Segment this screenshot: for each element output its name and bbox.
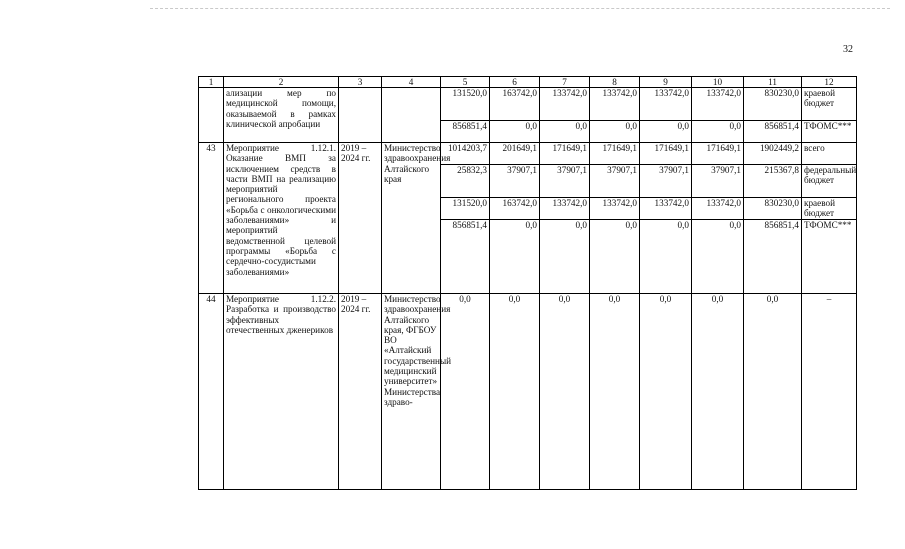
item-executor: Министерство здравоохранения Алтайского края <box>382 143 441 294</box>
value-cell: 856851,4 <box>744 220 802 294</box>
program-table <box>198 76 857 490</box>
header-cell: 2 <box>224 77 339 88</box>
value-cell: 133742,0 <box>590 88 640 121</box>
value-cell: 0,0 <box>590 220 640 294</box>
value-cell: 856851,4 <box>441 121 490 143</box>
header-cell: 6 <box>490 77 540 88</box>
value-cell: 133742,0 <box>540 198 590 220</box>
value-cell: 37907,1 <box>590 165 640 198</box>
item-executor: Министерство здравоохранения Алтайского края, ФГБОУ ВО «Алтайский государственный медицинский университет» Министерства здраво- <box>382 294 441 490</box>
header-cell: 1 <box>199 77 224 88</box>
value-cell: 133742,0 <box>640 198 692 220</box>
value-cell: 133742,0 <box>640 88 692 121</box>
funding-source: федеральный бюджет <box>802 165 857 198</box>
header-cell: 5 <box>441 77 490 88</box>
page-number: 32 <box>843 44 853 55</box>
header-cell: 8 <box>590 77 640 88</box>
funding-source: всего <box>802 143 857 165</box>
value-cell: 0,0 <box>692 294 744 490</box>
value-cell: 37907,1 <box>640 165 692 198</box>
item-period: 2019 – 2024 гг. <box>339 143 382 294</box>
funding-source: ТФОМС*** <box>802 121 857 143</box>
value-cell: 133742,0 <box>692 198 744 220</box>
value-cell: 171649,1 <box>692 143 744 165</box>
executor-cell <box>382 88 441 143</box>
value-cell: 163742,0 <box>490 88 540 121</box>
header-cell: 9 <box>640 77 692 88</box>
funding-source: краевой бюджет <box>802 88 857 121</box>
funding-source: – <box>802 294 857 490</box>
value-cell: 37907,1 <box>490 165 540 198</box>
value-cell: 0,0 <box>640 220 692 294</box>
value-cell: 131520,0 <box>441 198 490 220</box>
value-cell: 131520,0 <box>441 88 490 121</box>
value-cell: 0,0 <box>490 121 540 143</box>
continuation-text: ализации мер по медицинской помощи, оказываемой в рамках клинической апробации <box>224 88 339 143</box>
table-row <box>199 143 857 165</box>
value-cell: 0,0 <box>540 220 590 294</box>
header-cell: 12 <box>802 77 857 88</box>
value-cell: 201649,1 <box>490 143 540 165</box>
value-cell: 25832,3 <box>441 165 490 198</box>
value-cell: 133742,0 <box>692 88 744 121</box>
value-cell: 0,0 <box>441 294 490 490</box>
value-cell: 0,0 <box>640 121 692 143</box>
item-name: Мероприятие 1.12.1. Оказание ВМП за исключением средств в части ВМП на реализацию мероприятий регионального проекта «Борьба с онкологическими заболеваниями» и мероприятий ведомственной целевой программы «Борьба с сердечно-сосудистыми заболеваниями» <box>224 143 339 294</box>
value-cell: 0,0 <box>590 294 640 490</box>
header-cell: 4 <box>382 77 441 88</box>
value-cell: 0,0 <box>640 294 692 490</box>
header-cell: 3 <box>339 77 382 88</box>
value-cell: 856851,4 <box>441 220 490 294</box>
value-cell: 163742,0 <box>490 198 540 220</box>
item-name: Мероприятие 1.12.2. Разработка и производство эффективных отечественных дженериков <box>224 294 339 490</box>
value-cell: 37907,1 <box>540 165 590 198</box>
header-cell: 11 <box>744 77 802 88</box>
item-number-cell <box>199 88 224 143</box>
value-cell: 0,0 <box>692 220 744 294</box>
table-row <box>199 294 857 490</box>
funding-source: краевой бюджет <box>802 198 857 220</box>
value-cell: 1014203,7 <box>441 143 490 165</box>
value-cell: 830230,0 <box>744 88 802 121</box>
header-cell: 10 <box>692 77 744 88</box>
value-cell: 0,0 <box>540 294 590 490</box>
funding-source: ТФОМС*** <box>802 220 857 294</box>
value-cell: 0,0 <box>744 294 802 490</box>
value-cell: 133742,0 <box>590 198 640 220</box>
item-number: 43 <box>199 143 224 294</box>
header-cell: 7 <box>540 77 590 88</box>
header-row <box>199 77 857 88</box>
value-cell: 171649,1 <box>540 143 590 165</box>
value-cell: 856851,4 <box>744 121 802 143</box>
value-cell: 1902449,2 <box>744 143 802 165</box>
value-cell: 37907,1 <box>692 165 744 198</box>
scan-artifact-line <box>150 8 890 10</box>
value-cell: 0,0 <box>590 121 640 143</box>
period-cell <box>339 88 382 143</box>
item-period: 2019 – 2024 гг. <box>339 294 382 490</box>
value-cell: 171649,1 <box>640 143 692 165</box>
value-cell: 171649,1 <box>590 143 640 165</box>
value-cell: 0,0 <box>540 121 590 143</box>
value-cell: 0,0 <box>490 294 540 490</box>
item-number: 44 <box>199 294 224 490</box>
table-row <box>199 88 857 121</box>
value-cell: 830230,0 <box>744 198 802 220</box>
value-cell: 215367,8 <box>744 165 802 198</box>
value-cell: 133742,0 <box>540 88 590 121</box>
value-cell: 0,0 <box>490 220 540 294</box>
value-cell: 0,0 <box>692 121 744 143</box>
